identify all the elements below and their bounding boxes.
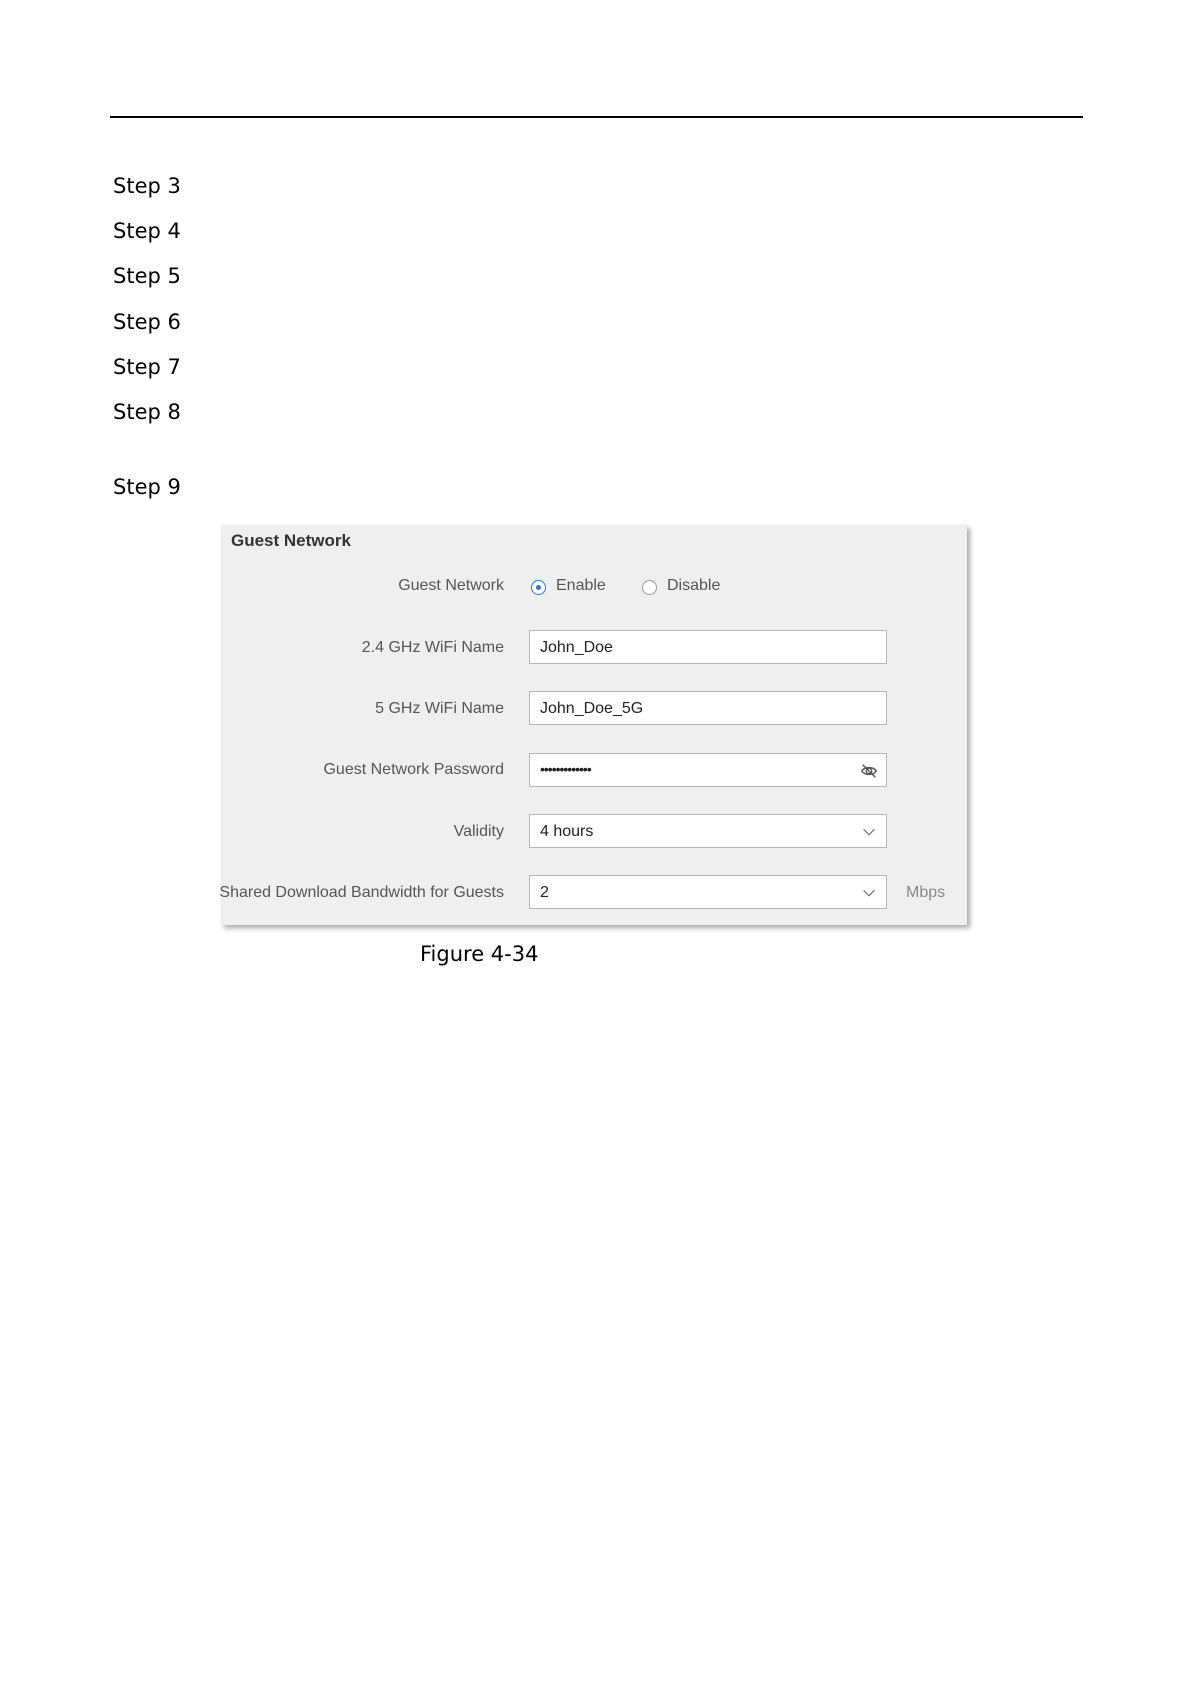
wifi5-name-input[interactable] [529, 691, 887, 725]
wifi5-name-value: John_Doe_5G [540, 700, 644, 717]
header-rule [110, 116, 1083, 118]
validity-select[interactable] [529, 814, 887, 848]
step-3: Step 3 [113, 174, 181, 198]
validity-label: Validity [453, 823, 504, 840]
enable-radio[interactable] [531, 580, 546, 595]
password-value: ••••••••••••• [540, 761, 591, 777]
wifi5-label: 5 GHz WiFi Name [375, 700, 504, 717]
step-9: Step 9 [113, 475, 181, 499]
chevron-down-icon [860, 823, 878, 841]
disable-radio[interactable] [642, 580, 657, 595]
password-input[interactable] [529, 753, 887, 787]
bandwidth-value: 2 [540, 884, 549, 901]
bandwidth-select[interactable] [529, 875, 887, 909]
bandwidth-label: Shared Download Bandwidth for Guests [219, 884, 504, 901]
wifi24-name-input[interactable] [529, 630, 887, 664]
disable-label[interactable]: Disable [667, 577, 721, 594]
guest-network-panel [221, 525, 967, 925]
validity-value: 4 hours [540, 823, 594, 840]
figure-caption: Figure 4-34 [420, 942, 539, 966]
step-6: Step 6 [113, 310, 181, 334]
enable-label[interactable]: Enable [556, 577, 606, 594]
wifi24-name-value: John_Doe [540, 639, 613, 656]
chevron-down-icon [860, 884, 878, 902]
guest-network-label: Guest Network [398, 577, 504, 594]
eye-slash-icon[interactable] [860, 762, 878, 780]
step-8: Step 8 [113, 400, 181, 424]
step-4: Step 4 [113, 219, 181, 243]
wifi24-label: 2.4 GHz WiFi Name [361, 639, 504, 656]
password-label: Guest Network Password [323, 761, 504, 778]
bandwidth-unit: Mbps [906, 884, 946, 901]
step-7: Step 7 [113, 355, 181, 379]
panel-title: Guest Network [231, 531, 351, 550]
step-5: Step 5 [113, 264, 181, 288]
